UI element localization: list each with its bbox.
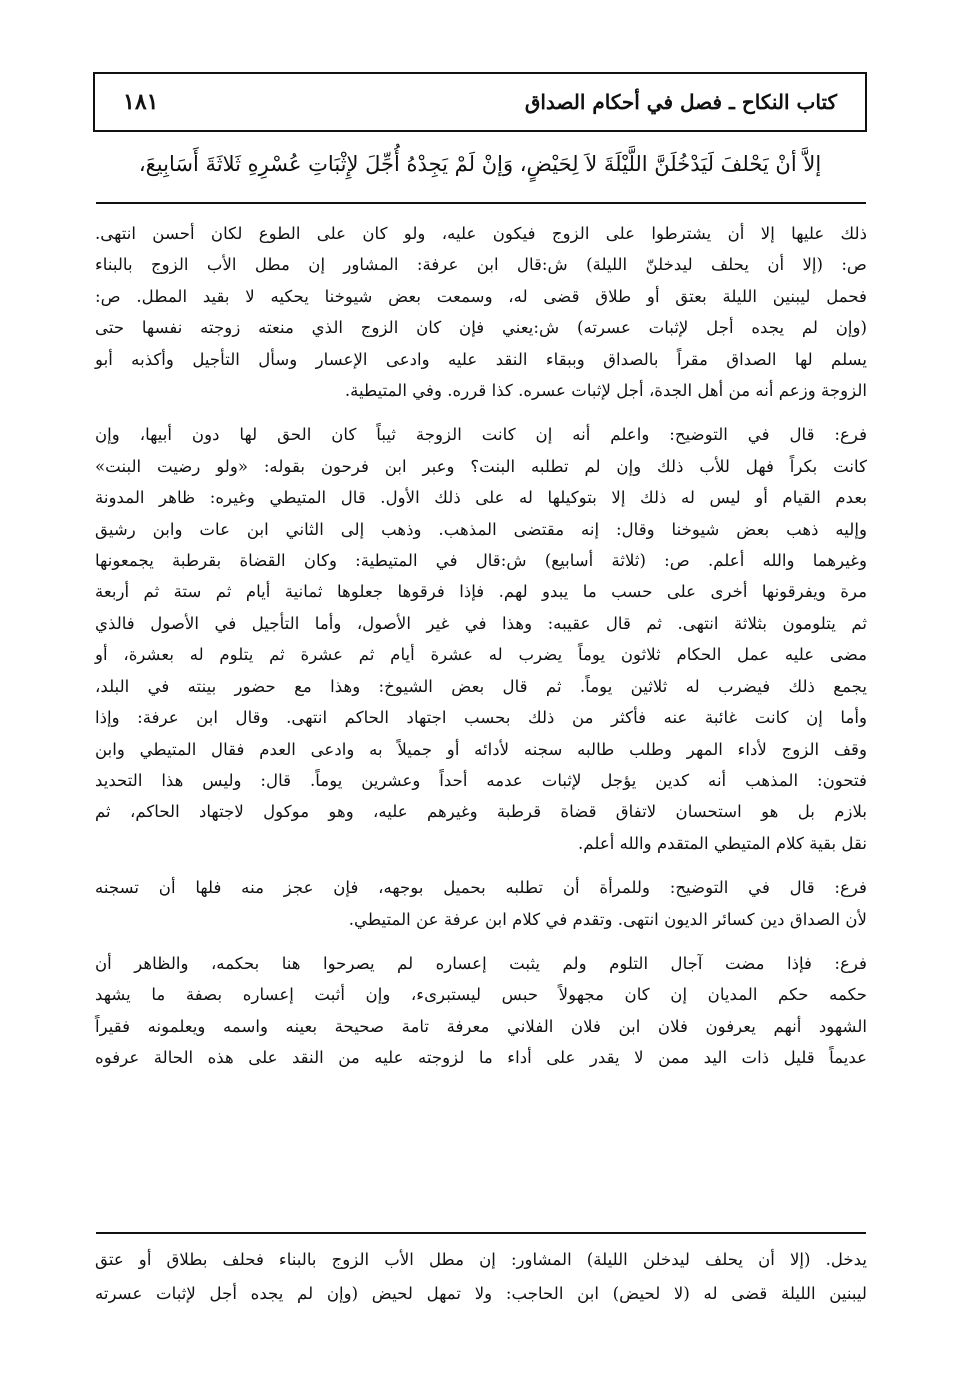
text-line: فرع: فإذا مضت آجال التلوم ولم يثبت إعساره لم يصرحوا هنا بحكمه، والظاهر أن bbox=[95, 953, 867, 973]
running-title: كتاب النكاح ـ فصل في أحكام الصداق bbox=[524, 90, 837, 114]
text-line: بلازم بل هو استحسان لاتفاق قضاة قرطبة وغيرهم عليه، وهو موكول لاجتهاد الحاكم، ثم bbox=[95, 802, 867, 822]
text-line: عديماً قليل ذات اليد ممن لا يقدر على أداء ما لزوجته عليه من النقد على هذه الحالة عرفوه bbox=[95, 1048, 867, 1068]
page-number: ١٨١ bbox=[123, 89, 159, 115]
text-line: بعدم القيام أو ليس له ذلك إلا بتوكيلها له على ذلك الأول. قال المتيطي وغيره: ظاهر المدونة bbox=[95, 488, 867, 508]
text-line: كانت بكراً فهل للأب ذلك وإن لم تطلبه البنت؟ وعبر ابن فرحون بقوله: «ولو رضيت البنت» bbox=[95, 456, 867, 476]
footnote-line: ليبنين الليلة قضى له (لا لحيض) ابن الحاجب: ولا تمهل لحيض (وإن لم يجده أجل لإثبات عسرته bbox=[95, 1284, 867, 1303]
text-line: يسلم لها الصداق مقراً بالصداق وببقاء النقد عليه وادعى الإعسار وسأل التأجيل وأكذبه أبو bbox=[95, 349, 867, 369]
matn-divider bbox=[96, 202, 866, 204]
text-line: وقف الزوج لأداء المهر وطلب طالبه سجنه لأدائه أو جميلاً به وادعى العدم فقال المتيطي وابن bbox=[95, 739, 867, 759]
text-line: ص: (إلا أن يحلف ليدخلنّ الليلة) ش:قال ابن عرفة: المشاور إن مطل الأب الزوج بالبناء bbox=[95, 255, 867, 275]
text-line: ثم يتلومون بثلاثة انتهى. ثم قال عقيبه: وهذا في غير الأصول، وأما التأجيل في الأصول فالذي bbox=[95, 613, 867, 633]
text-line: الشهود أنهم يعرفون فلان ابن فلان الفلاني معرفة تامة صحيحة بعينه واسمه ويعلمونه فقيراً bbox=[95, 1016, 867, 1036]
footnote-line: يدخل. (إلا أن يحلف ليدخلن الليلة) المشاور: إن مطل الأب الزوج بالبناء فحلف بطلاق أو عتق bbox=[95, 1250, 867, 1269]
matn-text: إلاَّ أنْ يَحْلفَ لَيَدْخُلَنَّ اللَّيْلَةَ لاَ لِحَيْضٍ، وَإنْ لَمْ يَجِدْهُ أُجِّلَ لإِثْبَاتِ عُسْرِهِ ثَلاثَةَ أَسَابِيعَ، bbox=[138, 152, 822, 176]
text-line: فحمل ليبنين الليلة بعتق أو طلاق قضى له، وسمعت بعض شيوخنا يحكيه لا بقيد المطل. ص: bbox=[95, 286, 867, 306]
page-header bbox=[93, 72, 867, 132]
paragraph-3 bbox=[95, 872, 867, 935]
text-line: فرع: قال في التوضيح: وللمرأة أن تطلبه بحميل بوجهه، فإن عجز منه فلها أن تسجنه bbox=[95, 878, 867, 898]
text-line: لأن الصداق دين كسائر الديون انتهى. وتقدم في كلام ابن عرفة عن المتيطي. bbox=[348, 909, 867, 929]
text-line: ذلك عليها إلا أن يشترطوا على الزوج فيكون عليه، ولو كان على الطوع لكان أحسن انتهى. bbox=[95, 224, 867, 243]
text-line: فرع: قال في التوضيح: واعلم أنه إن كانت الزوجة ثيباً كان الحق لها دون أبيها، وإن bbox=[95, 425, 867, 445]
text-line: يجمع ذلك فيضرب له ثلاثين يوماً. ثم قال بعض الشيوخ: وهذا مع حضور بينته في البلد، bbox=[95, 676, 867, 696]
text-line: وأما إن كانت غائبة عنه فأكثر من ذلك بحسب اجتهاد الحاكم انتهى. وقال ابن عرفة: وإذا bbox=[95, 708, 867, 728]
paragraph-2 bbox=[95, 419, 867, 859]
text-line: (وإن لم يجده أجل لإثبات عسرته) ش:يعني فإن كان الزوج الذي منعته زوجته نفسها حتى bbox=[95, 318, 867, 338]
text-line: وغيرهما والله أعلم. ص: (ثلاثة أسابيع) ش:قال في المتيطية: وكان القضاة بقرطبة يجمعونها bbox=[95, 551, 867, 571]
footnote bbox=[95, 1243, 867, 1311]
text-line: مرة ويفرقونها أخرى على حسب ما يبدو لهم. فإذا فرقوها جعلوها ثمانية أيام ثم ستة ثم أربعة bbox=[95, 582, 867, 602]
text-line: فتحون: المذهب أنه كدين يؤجل لإثبات عدمه أحداً وعشرين يوماً. قال: وليس هذا التحديد bbox=[95, 770, 867, 790]
paragraph-4 bbox=[95, 948, 867, 1074]
text-line: مضى عليه عمل الحكام ثلاثون يوماً يضرب له عشرة أيام ثم عشرة ثم يتلوم له بعشرة، أو bbox=[95, 645, 867, 665]
text-line: حكمه حكم المديان إن كان مجهولاً حبس ليستبرىء، وإن أثبت إعساره بصفة ما يشهد bbox=[95, 985, 867, 1005]
text-line: وإليه ذهب بعض شيوخنا وقال: إنه مقتضى المذهب. وذهب إلى الثاني ابن عات وابن رشيق bbox=[95, 519, 867, 539]
paragraph-1 bbox=[95, 218, 867, 406]
text-line: الزوجة وزعم أنه من أهل الجدة، أجل لإثبات عسره. كذا قرره. وفي المتيطية. bbox=[344, 381, 867, 401]
text-line: نقل بقية كلام المتيطي المتقدم والله أعلم. bbox=[578, 833, 867, 853]
footnote-divider bbox=[96, 1232, 866, 1234]
commentary-body bbox=[95, 218, 867, 1087]
